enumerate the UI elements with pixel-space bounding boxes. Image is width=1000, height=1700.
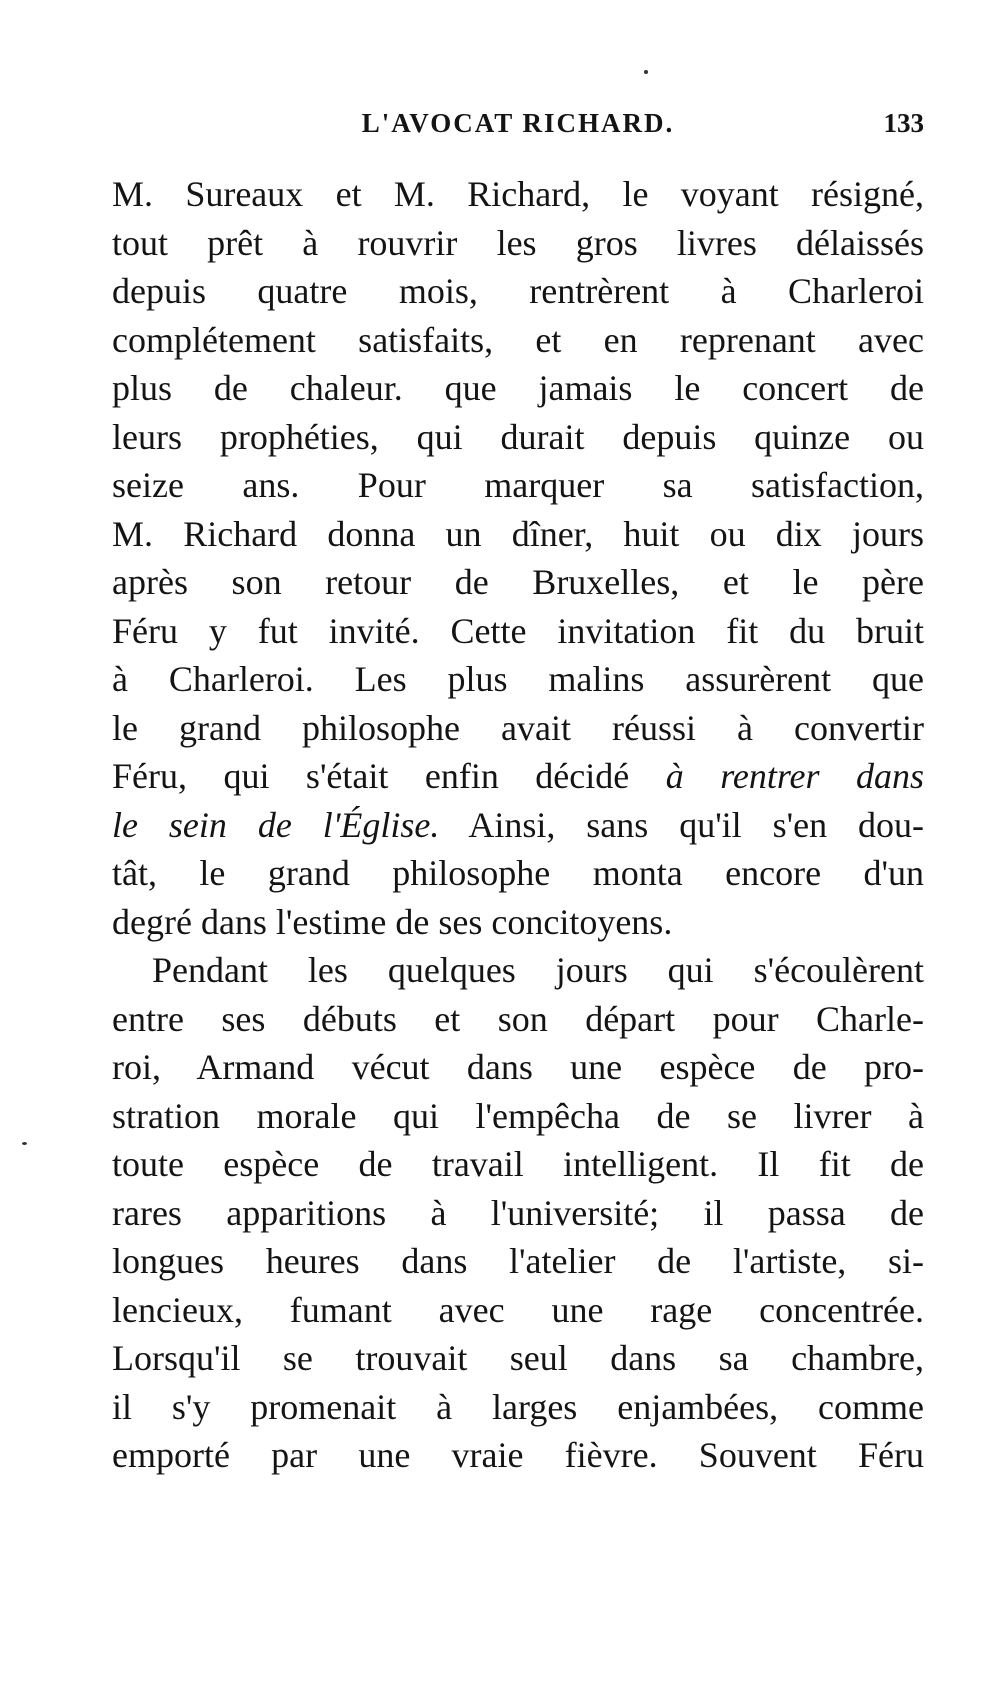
text-line: M. Richard donna un dîner, huit ou dix jours bbox=[112, 513, 924, 554]
text-segment: Ainsi, sans qu'il s'en dou- bbox=[439, 804, 924, 845]
text-segment: Féru, qui s'était enfin décidé bbox=[112, 756, 666, 796]
text-line: Féru y fut invité. Cette invitation fit du bruit bbox=[112, 610, 924, 651]
text-line: toute espèce de travail intelligent. Il fit de bbox=[112, 1144, 924, 1184]
text-line: stration morale qui l'empêcha de se livrer à bbox=[112, 1095, 924, 1136]
print-speck bbox=[644, 70, 648, 74]
text-line: entre ses débuts et son départ pour Charle- bbox=[112, 998, 924, 1039]
text-line: lencieux, fumant avec une rage concentrée. bbox=[112, 1289, 924, 1330]
text-line: Lorsqu'il se trouvait seul dans sa chambre, bbox=[112, 1338, 924, 1378]
page-number: 133 bbox=[883, 108, 924, 138]
text-line: depuis quatre mois, rentrèrent à Charleroi bbox=[112, 271, 924, 311]
text-line: plus de chaleur. que jamais le concert de bbox=[112, 368, 924, 408]
print-speck bbox=[22, 1142, 27, 1145]
text-line bbox=[112, 752, 924, 801]
italic-phrase: à rentrer dans bbox=[665, 756, 924, 796]
text-line: longues heures dans l'atelier de l'artiste, si- bbox=[112, 1241, 924, 1281]
text-line: seize ans. Pour marquer sa satisfaction, bbox=[112, 465, 924, 505]
text-line: rares apparitions à l'université; il passa de bbox=[112, 1192, 924, 1233]
text-line: emporté par une vraie fièvre. Souvent Féru bbox=[112, 1435, 924, 1475]
text-line: Pendant les quelques jours qui s'écoulèrent bbox=[152, 950, 924, 990]
text-line bbox=[112, 801, 924, 850]
text-line: complétement satisfaits, et en reprenant avec bbox=[112, 319, 924, 360]
text-line: tât, le grand philosophe monta encore d'un bbox=[112, 853, 924, 893]
text-line: leurs prophéties, qui durait depuis quinze ou bbox=[112, 416, 924, 457]
italic-phrase: le sein de l'Église. bbox=[112, 804, 440, 845]
paragraph bbox=[112, 170, 924, 946]
text-line: à Charleroi. Les plus malins assurèrent que bbox=[112, 659, 924, 699]
text-line: M. Sureaux et M. Richard, le voyant résigné, bbox=[112, 174, 924, 214]
text-line: il s'y promenait à larges enjambées, comme bbox=[112, 1386, 924, 1427]
paragraph bbox=[112, 946, 924, 1480]
text-line: après son retour de Bruxelles, et le père bbox=[112, 562, 924, 602]
running-head bbox=[112, 108, 924, 144]
body-text bbox=[112, 170, 924, 1480]
text-line: tout prêt à rouvrir les gros livres délaissés bbox=[112, 222, 924, 263]
text-line: roi, Armand vécut dans une espèce de pro- bbox=[112, 1047, 924, 1087]
running-title: L'AVOCAT RICHARD. bbox=[361, 108, 675, 138]
text-line: degré dans l'estime de ses concitoyens. bbox=[112, 901, 673, 942]
text-line: le grand philosophe avait réussi à convertir bbox=[112, 707, 924, 748]
